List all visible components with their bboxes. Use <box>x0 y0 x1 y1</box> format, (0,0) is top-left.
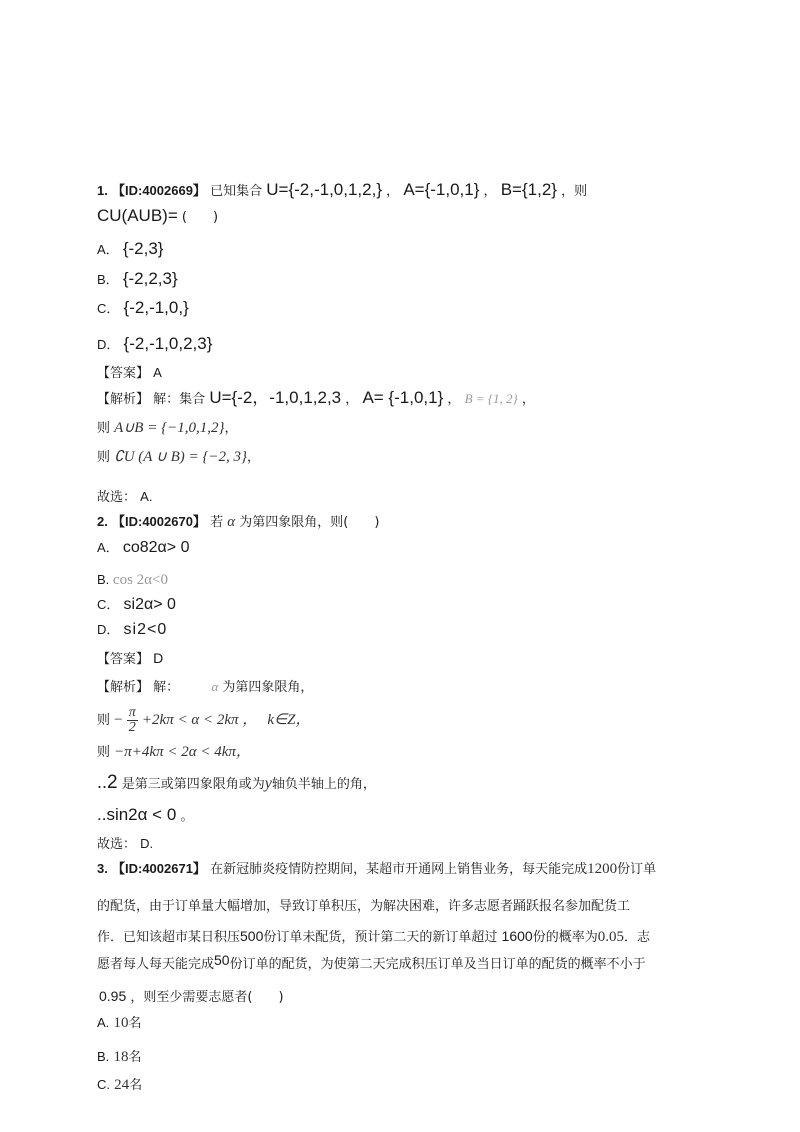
q3-option-unit: 名 <box>128 1050 142 1065</box>
q1-option-a: A． {-2,3} <box>97 239 164 258</box>
q2-step3 <box>97 773 376 792</box>
q2-stem <box>97 515 379 530</box>
q1-option-text: {-2,-1,0,2,3} <box>123 334 213 353</box>
conclusion-answer: A. <box>140 489 153 504</box>
q1-step2: 则 ∁U (A ∪ B) = {−2, 3}， <box>97 449 261 465</box>
q2-option-d: D． si2<0 <box>97 621 168 638</box>
q3-text: ，则至少需要志愿者 <box>130 990 248 1005</box>
step-k: k∈Z， <box>267 712 311 728</box>
conclusion-answer: D. <box>140 836 154 851</box>
q2-option-text: si2<0 <box>123 621 168 638</box>
q1-stem-text: 已知集合 <box>210 184 263 199</box>
q1-option-letter: A <box>97 242 106 257</box>
q2-option-letter: A <box>97 540 106 555</box>
step-prefix: 则 <box>97 421 111 436</box>
q2-stem-end: 为第四象限角，则( ) <box>239 515 380 530</box>
analysis-set-b: B = {1, 2} <box>464 391 518 406</box>
q2-number: 2. <box>97 514 108 529</box>
q2-option-text: co82α> 0 <box>122 539 190 556</box>
q1-option-text: {-2,2,3} <box>122 269 178 288</box>
q3-option-letter: B. <box>97 1049 110 1064</box>
q2-option-letter: B <box>97 572 106 587</box>
q1-number: 1. <box>97 183 108 198</box>
q2-option-a: A． co82α> 0 <box>97 539 190 556</box>
q1-paren: ( ) <box>181 210 219 225</box>
analysis-set-u: U={-2，-1,0,1,2,3 <box>209 388 342 407</box>
q3-line3 <box>97 929 650 945</box>
q3-number-value: 1600 <box>501 928 533 944</box>
q1-answer <box>97 366 162 380</box>
q1-option-b: B． {-2,2,3} <box>97 269 178 288</box>
q3-text: 份订单 <box>617 862 657 877</box>
answer-label: 【答案】 <box>97 366 150 381</box>
answer-value: D <box>153 650 164 666</box>
q3-id: 【ID:4002671】 <box>111 861 206 876</box>
q2-answer <box>97 651 163 666</box>
step-prefix: 则 <box>97 745 111 760</box>
q3-number-value: 1200 <box>587 861 618 877</box>
q1-stem-line2 <box>97 207 218 224</box>
analysis-alpha: α <box>211 679 219 694</box>
analysis-set-a: A= {-1,0,1} <box>362 388 444 407</box>
q1-option-d: D． {-2,-1,0,2,3} <box>97 334 213 353</box>
q3-option-letter: A. <box>97 1015 110 1030</box>
answer-label: 【答案】 <box>97 652 150 667</box>
q2-analysis-line <box>97 680 313 694</box>
q1-option-letter: C <box>97 301 107 316</box>
step-text-end: 轴负半轴上的角， <box>271 777 376 792</box>
q2-option-c: C． si2α> 0 <box>97 596 176 613</box>
q1-step1: 则 A∪B = {−1,0,1,2}， <box>97 420 238 436</box>
step-formula: +2kπ < α < 2kπ ， <box>141 712 258 728</box>
q3-line1 <box>97 862 656 877</box>
q3-option-letter: C. <box>97 1077 110 1092</box>
conclusion-label: 故选： <box>97 490 137 505</box>
q3-number-value: 0.05 <box>597 929 624 945</box>
q1-option-text: {-2,3} <box>122 239 164 258</box>
q3-text: 份订单的配货，为使第二天完成积压订单及当日订单的配货的概率不小于 <box>229 957 646 972</box>
q3-number: 3. <box>97 861 108 876</box>
q2-step4 <box>97 806 193 823</box>
q1-set-b: B={1,2} <box>500 180 557 199</box>
q3-option-num: 10 <box>113 1015 129 1031</box>
q2-option-text: cos 2α<0 <box>112 572 168 588</box>
q2-alpha: α <box>227 514 236 530</box>
q2-option-text: si2α> 0 <box>123 596 176 613</box>
q1-analysis-line: 【解析】 解：集合 U={-2，-1,0,1,2,3 ， A= {-1,0,1} ， B = {1, 2} ， <box>97 388 535 407</box>
step-formula: ∁U (A ∪ B) = {−2, 3} <box>114 449 248 465</box>
q3-text: 在新冠肺炎疫情防控期间，某超市开通网上销售业务，每天能完成 <box>210 862 588 877</box>
analysis-label: 【解析】 <box>97 680 150 695</box>
step-number: 2 <box>107 772 118 793</box>
q3-paren: ( ) <box>247 990 284 1005</box>
analysis-text: 为第四象限角， <box>222 680 314 695</box>
q3-number-value: 50 <box>214 952 230 968</box>
q1-option-letter: B <box>97 272 106 287</box>
q1-conclusion <box>97 490 152 504</box>
q2-stem-text: 若 <box>210 515 224 530</box>
q3-option-unit: 名 <box>129 1078 143 1093</box>
step-prefix: 则 <box>97 713 111 728</box>
q3-text: 份的概率为 <box>532 930 598 945</box>
q1-set-a: A={-1,0,1} <box>403 180 480 199</box>
q2-option-b: B. cos 2α<0 <box>97 572 168 588</box>
q2-conclusion <box>97 837 153 851</box>
fraction-numerator: π <box>128 705 136 720</box>
fraction-denominator: 2 <box>128 720 136 735</box>
analysis-label: 【解析】 <box>97 392 150 407</box>
step-prefix: 则 <box>97 450 111 465</box>
q1-set-u: U={-2,-1,0,1,2,} <box>266 180 383 199</box>
q3-text: 作．已知该超市某日积压 <box>97 930 241 945</box>
q3-option-num: 24 <box>114 1077 130 1093</box>
q1-option-text: {-2,-1,0,} <box>123 298 189 317</box>
q3-line5 <box>99 989 284 1004</box>
step-formula: A∪B = {−1,0,1,2} <box>114 420 225 436</box>
q3-option-a <box>97 1016 141 1031</box>
q3-option-c <box>97 1078 142 1093</box>
q1-option-c: C． {-2,-1,0,} <box>97 298 189 317</box>
step-fraction <box>127 706 138 735</box>
q2-step2 <box>97 745 251 760</box>
q1-option-letter: D <box>97 337 107 352</box>
q2-option-letter: C <box>97 597 107 612</box>
step-formula: −π+4kπ < 2α < 4kπ， <box>114 744 251 760</box>
q1-id: 【ID:4002669】 <box>111 183 206 198</box>
q2-step1: 则 − $\frac{\pi}{2}$ +2kπ < α < 2kπ ， k∈Z， <box>97 705 311 735</box>
q1-question: CU(AUB)= <box>97 206 178 225</box>
q3-text: 份订单未配货，预计第二天的新订单超过 <box>263 930 498 945</box>
q3-line4 <box>97 952 646 972</box>
q3-option-unit: 名 <box>128 1016 142 1031</box>
q2-option-letter: D <box>97 622 107 637</box>
q3-text: 的配货，由于订单量大幅增加，导致订单积压，为解决困难，许多志愿者踊跃报名参加配货工 <box>97 899 631 914</box>
q3-text: 愿者每人每天能完成 <box>97 957 215 972</box>
q2-id: 【ID:4002670】 <box>111 514 206 529</box>
q1-stem-line1: 1. 【ID:4002669】 已知集合 U={-2,-1,0,1,2,} ， A={-1,0,1} ， B={1,2} ，则 <box>97 180 588 199</box>
q3-option-b <box>97 1050 141 1065</box>
step-end: 。 <box>180 809 194 824</box>
step-formula: ..sin2α < 0 <box>97 805 177 824</box>
q3-number-value: 500 <box>240 928 264 944</box>
q3-number-value: 0.95 <box>99 988 127 1004</box>
q3-line2 <box>97 900 630 913</box>
step-text: 是第三或第四象限角或为 <box>121 777 265 792</box>
step-dots: .. <box>97 772 108 792</box>
conclusion-label: 故选： <box>97 837 137 852</box>
q1-stem-end: ，则 <box>561 184 588 199</box>
q3-text: ．志 <box>623 930 650 945</box>
step-y: y <box>264 775 272 792</box>
analysis-intro: 解： <box>153 680 180 695</box>
answer-value: A <box>153 365 162 380</box>
q3-option-num: 18 <box>113 1049 129 1065</box>
analysis-intro: 解：集合 <box>153 392 206 407</box>
